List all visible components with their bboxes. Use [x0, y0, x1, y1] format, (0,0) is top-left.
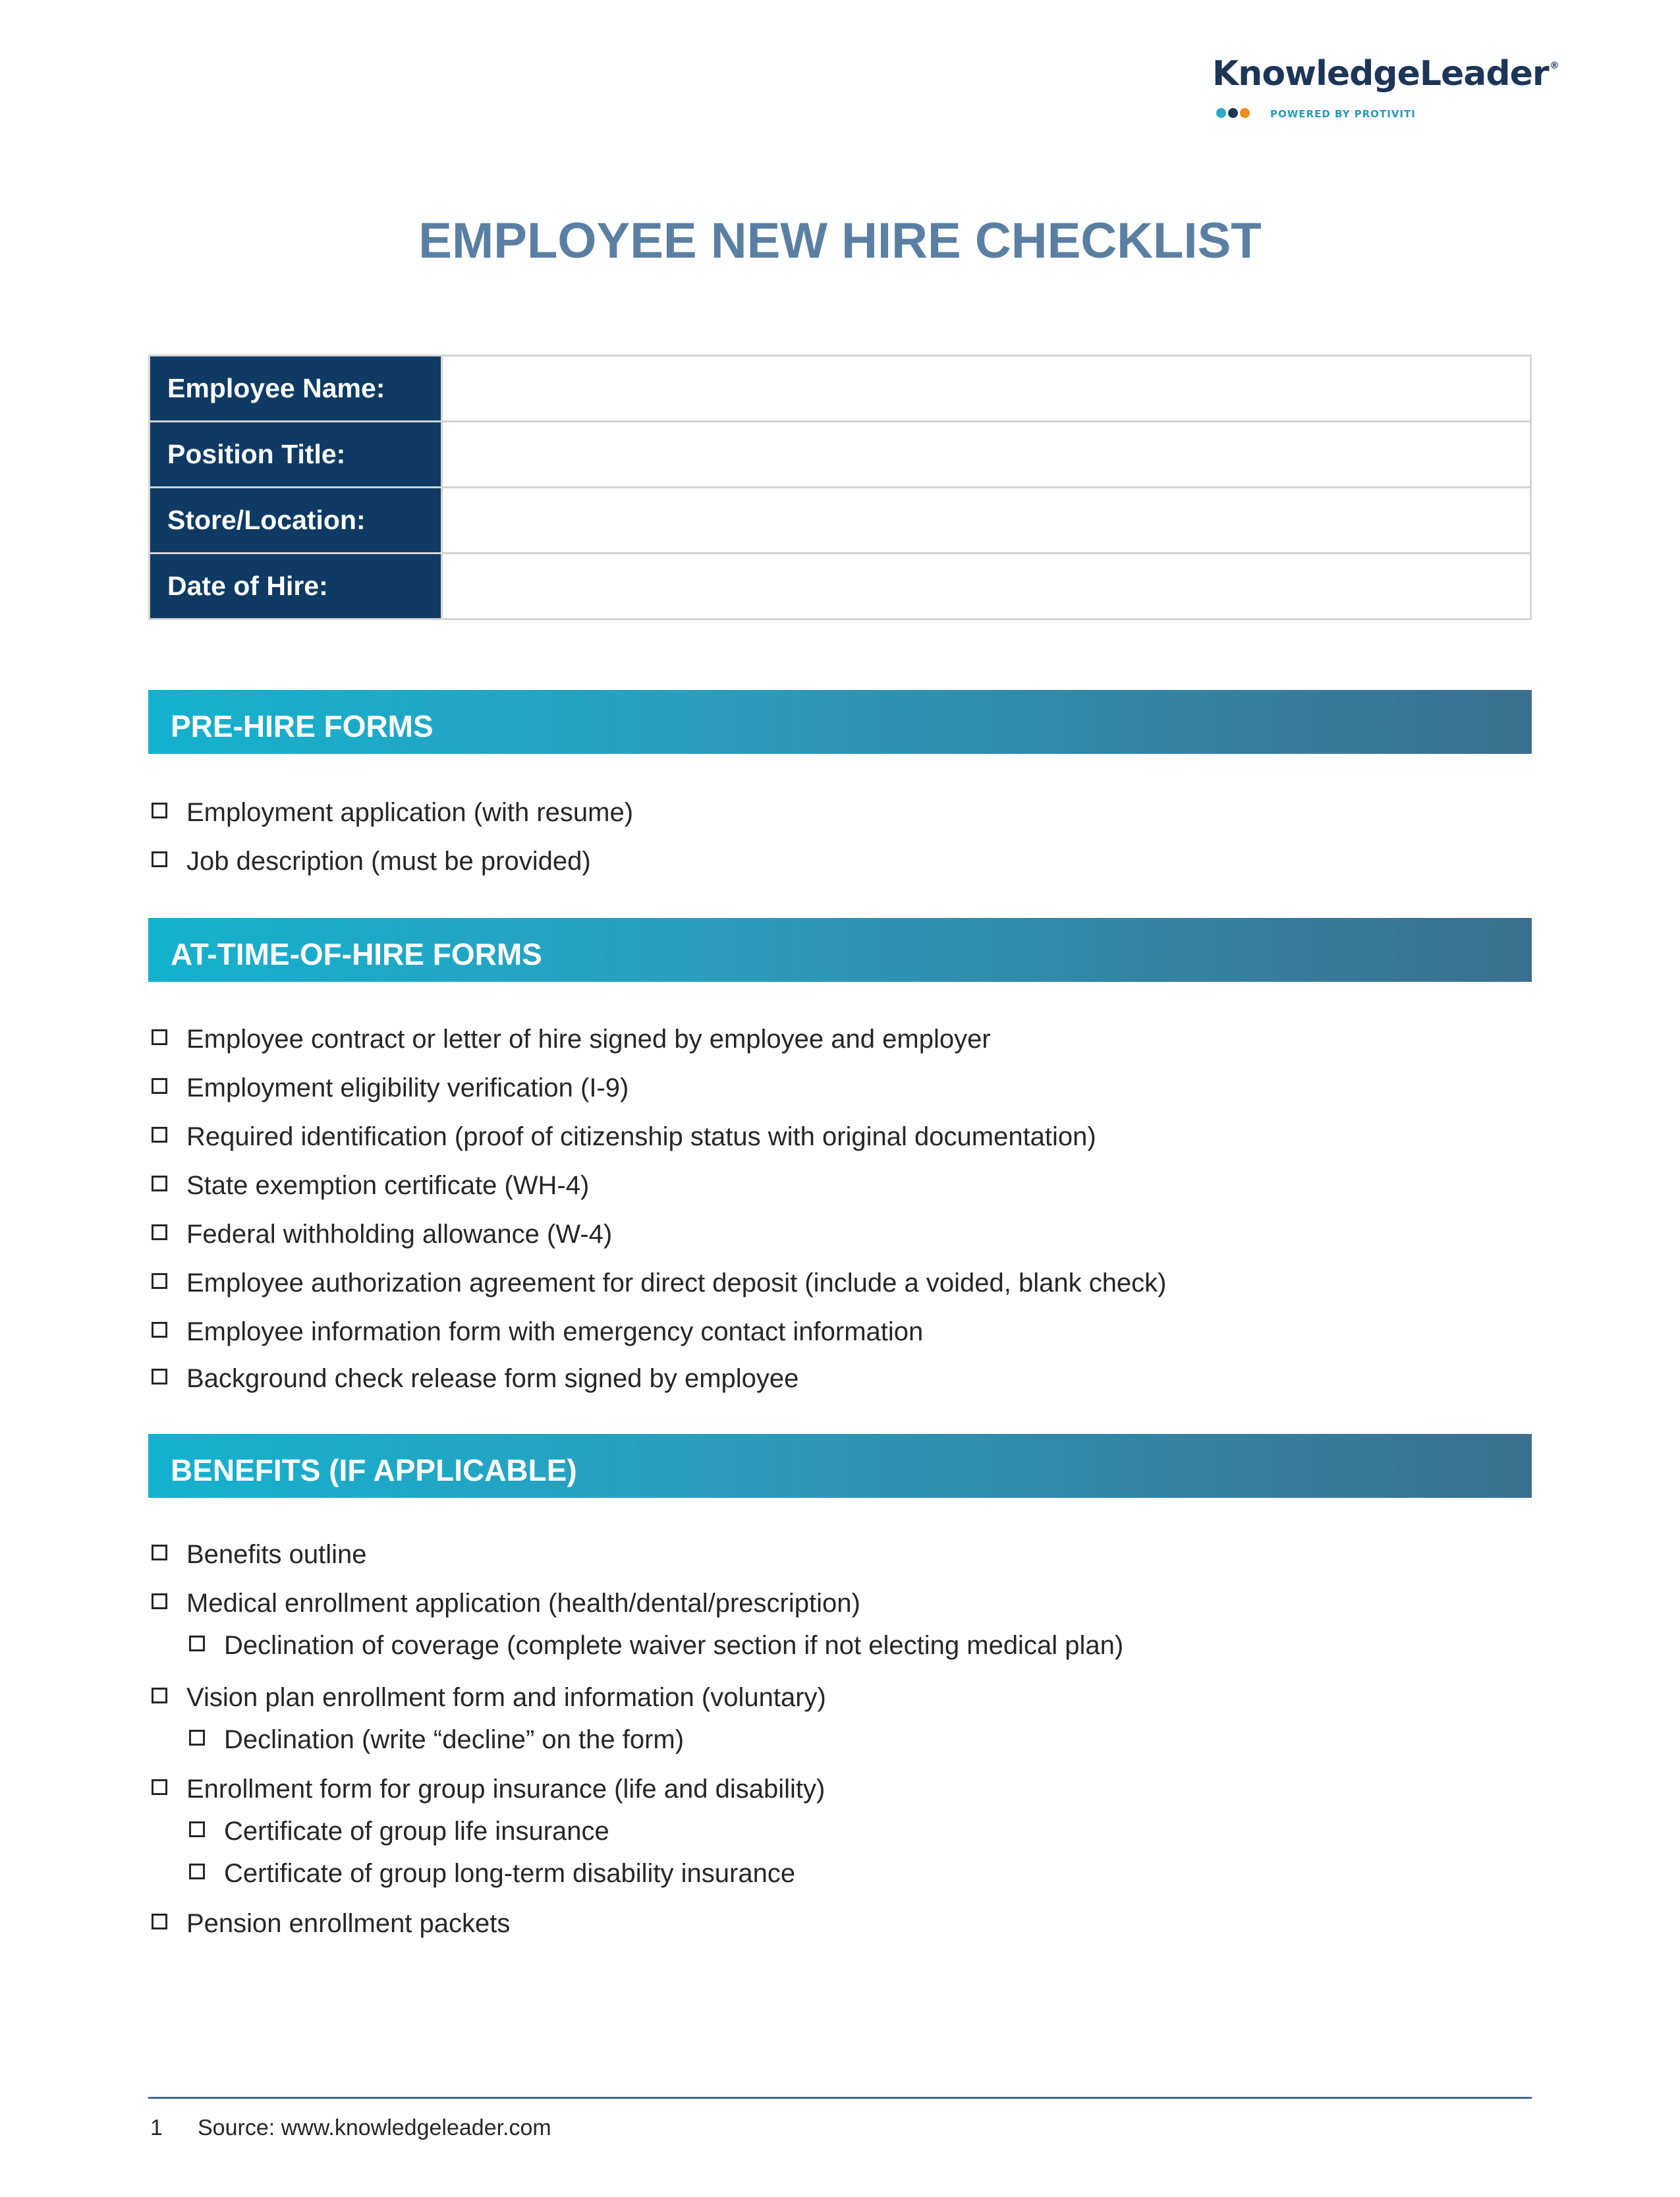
checkbox[interactable]	[152, 1688, 167, 1703]
logo-name: KnowledgeLeader	[1212, 54, 1549, 94]
footer-divider	[148, 2097, 1532, 2099]
section-title: PRE-HIRE FORMS	[171, 709, 434, 743]
section-header-at-time-of-hire-forms	[148, 918, 1532, 982]
checklist-item-label: Medical enrollment application (health/dental/prescription)	[186, 1589, 860, 1618]
checkbox[interactable]	[189, 1864, 205, 1879]
checklist-item-label: Employee information form with emergency contact information	[186, 1317, 924, 1346]
logo-tagline: POWERED BY PROTIVITI	[1270, 108, 1416, 120]
checklist-item-label: Employee authorization agreement for direct deposit (include a voided, blank check)	[186, 1269, 1167, 1298]
checklist-item-label: Job description (must be provided)	[186, 847, 591, 876]
checklist-item-label: State exemption certificate (WH-4)	[186, 1171, 590, 1200]
checkbox[interactable]	[152, 1779, 167, 1795]
logo-dot-icon	[1240, 108, 1250, 118]
section-header-benefits	[148, 1434, 1532, 1498]
checkbox[interactable]	[152, 1914, 167, 1929]
checklist-item-label: Declination (write “decline” on the form)	[224, 1725, 685, 1754]
checkbox[interactable]	[152, 1224, 167, 1240]
section-title: BENEFITS (IF APPLICABLE)	[171, 1453, 577, 1487]
info-row-store-location	[150, 488, 1531, 554]
checkbox[interactable]	[152, 1029, 167, 1045]
logo-wordmark	[1212, 54, 1559, 94]
checklist-item-label: Required identification (proof of citizenship status with original documentation)	[186, 1122, 1096, 1151]
checklist-item-label: Declination of coverage (complete waiver section if not electing medical plan)	[224, 1631, 1124, 1660]
info-row-date-of-hire	[150, 554, 1531, 619]
checkbox[interactable]	[152, 851, 167, 867]
checkbox[interactable]	[152, 1545, 167, 1560]
section-header-pre-hire-forms	[148, 690, 1532, 754]
knowledgeleader-logo	[1212, 54, 1559, 127]
store-location-field[interactable]	[442, 488, 1531, 554]
info-row-position-title	[150, 422, 1531, 488]
checkbox[interactable]	[189, 1730, 205, 1746]
employee-info-table	[148, 355, 1532, 620]
document-title: EMPLOYEE NEW HIRE CHECKLIST	[418, 213, 1262, 269]
page-number: 1	[150, 2115, 163, 2140]
checkbox[interactable]	[152, 803, 167, 818]
info-row-employee-name	[150, 356, 1531, 422]
checkbox[interactable]	[152, 1369, 167, 1384]
checkbox[interactable]	[152, 1593, 167, 1609]
checkbox[interactable]	[189, 1821, 205, 1837]
checklist-item-label: Employment application (with resume)	[186, 798, 634, 827]
section-title: AT-TIME-OF-HIRE FORMS	[171, 937, 542, 971]
checkbox[interactable]	[152, 1273, 167, 1289]
date-of-hire-field[interactable]	[442, 554, 1531, 619]
employee-name-label: Employee Name:	[150, 356, 442, 422]
logo-dot-icon	[1216, 108, 1226, 118]
checkbox[interactable]	[152, 1322, 167, 1338]
checklist-item-label: Employment eligibility verification (I-9)	[186, 1073, 629, 1102]
logo-dots-icon	[1216, 108, 1252, 119]
checkbox[interactable]	[152, 1078, 167, 1094]
footer-source: Source: www.knowledgeleader.com	[198, 2115, 551, 2140]
checklist-item-label: Vision plan enrollment form and information (voluntary)	[186, 1683, 826, 1712]
position-title-field[interactable]	[442, 422, 1531, 488]
date-of-hire-label: Date of Hire:	[150, 554, 442, 619]
checklist-item-label: Background check release form signed by employee	[186, 1364, 799, 1393]
checkbox[interactable]	[152, 1176, 167, 1191]
checkbox[interactable]	[152, 1127, 167, 1143]
store-location-label: Store/Location:	[150, 488, 442, 554]
position-title-label: Position Title:	[150, 422, 442, 488]
checklist-item-label: Certificate of group long-term disability insurance	[224, 1859, 796, 1888]
checklist-item-label: Enrollment form for group insurance (life and disability)	[186, 1775, 826, 1804]
employee-name-field[interactable]	[442, 356, 1531, 422]
checklist-item-label: Certificate of group life insurance	[224, 1817, 609, 1846]
logo-dot-icon	[1228, 108, 1238, 118]
checklist-item-label: Pension enrollment packets	[186, 1909, 511, 1938]
checklist-item-label: Benefits outline	[186, 1540, 367, 1569]
checklist-item-label: Employee contract or letter of hire signed by employee and employer	[186, 1025, 991, 1054]
checkbox[interactable]	[189, 1636, 205, 1651]
checklist-item-label: Federal withholding allowance (W-4)	[186, 1220, 613, 1249]
logo-registered-mark: ®	[1550, 61, 1559, 71]
